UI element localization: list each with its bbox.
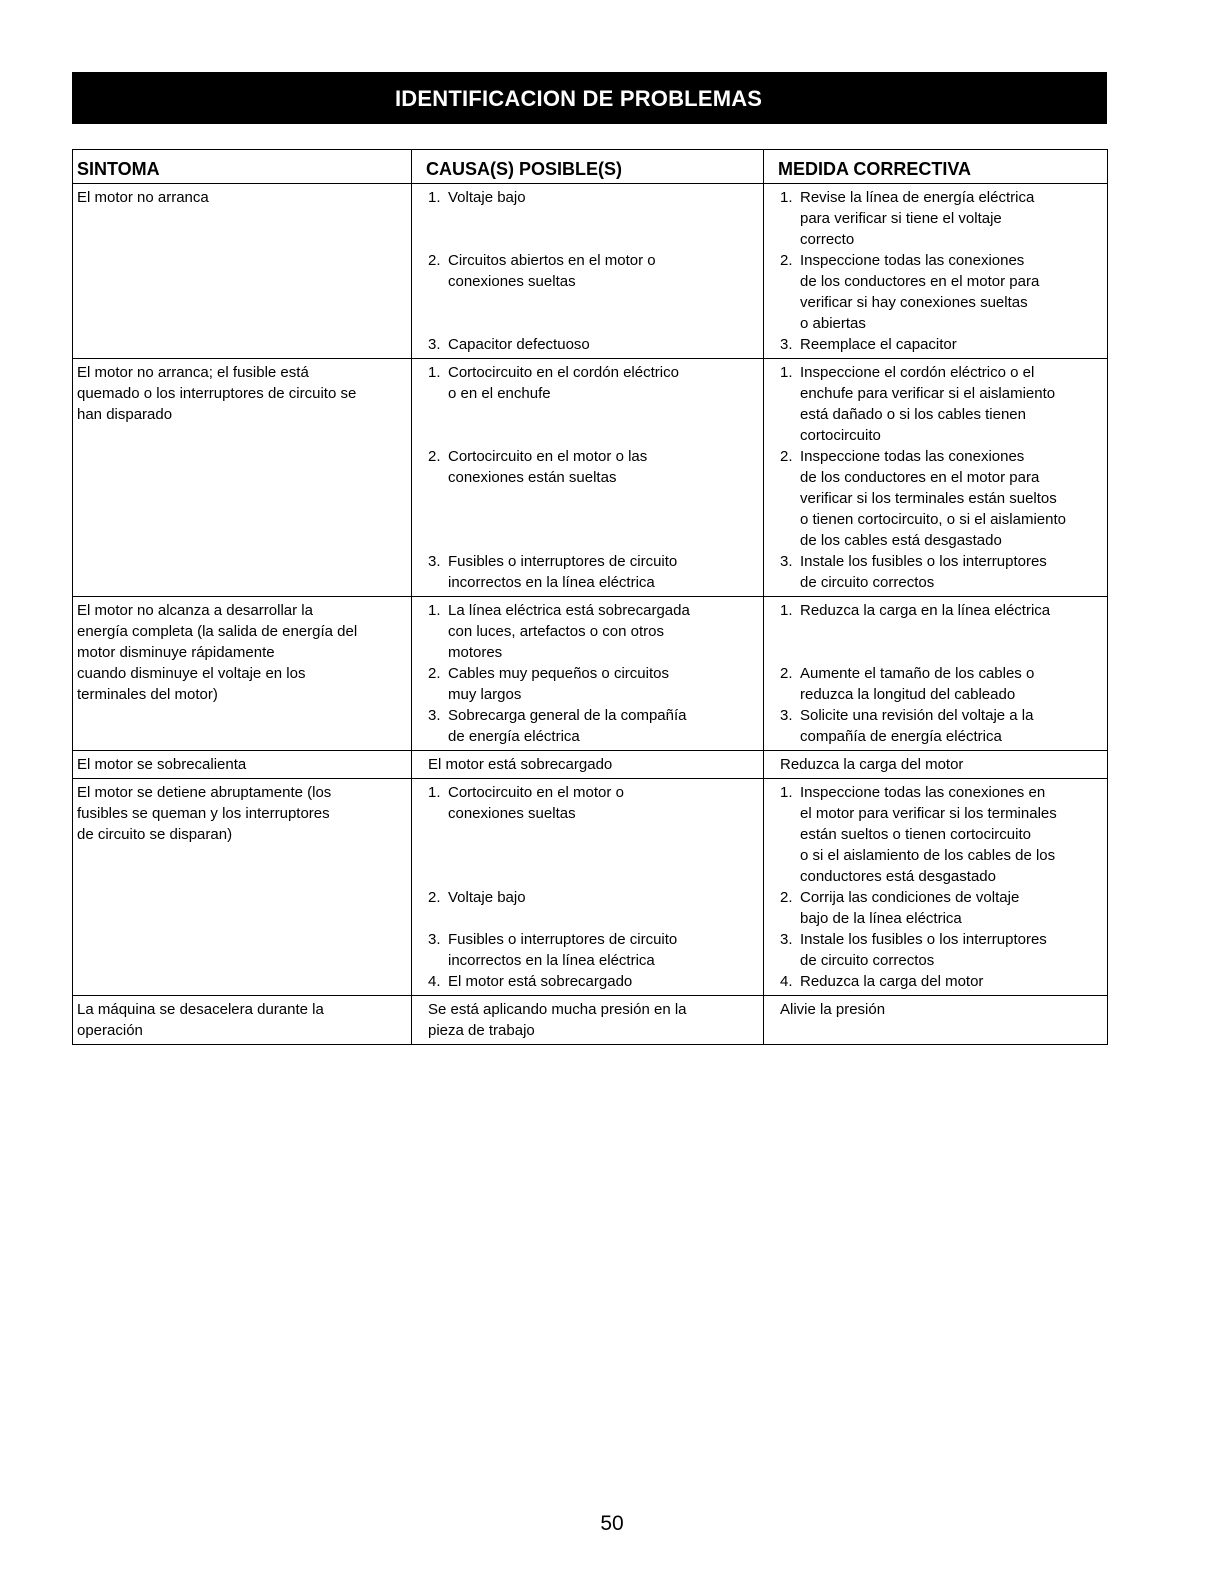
- remedy-item: 3. Reemplace el capacitor: [780, 336, 957, 353]
- remedy-item: 2. Corrija las condiciones de voltaje bajo de la línea eléctrica: [780, 889, 1020, 927]
- cause-item: 2. Circuitos abiertos en el motor o conexiones sueltas: [428, 252, 656, 290]
- cause-item: 3. Capacitor defectuoso: [428, 336, 590, 353]
- table-row: [73, 779, 1108, 996]
- remedy-item: 2. Inspeccione todas las conexiones de los conductores en el motor para verificar si hay conexiones sueltas o abiertas: [780, 252, 1040, 332]
- remedy-line: Reduzca la carga del motor: [780, 756, 964, 773]
- header-remedy: MEDIDA CORRECTIVA: [764, 150, 1108, 184]
- cause-line: Se está aplicando mucha presión en la: [428, 1001, 687, 1018]
- remedy-item: 1. Inspeccione todas las conexiones en el motor para verificar si los terminales están sueltos o tienen cortocircuito o si el aislamiento de los cables de los conductores está desgastado: [780, 784, 1057, 885]
- remedy-item: 2. Aumente el tamaño de los cables o reduzca la longitud del cableado: [780, 665, 1035, 703]
- section-title: IDENTIFICACION DE PROBLEMAS: [395, 86, 763, 111]
- table-row: [73, 359, 1108, 597]
- cause-item: 1. La línea eléctrica está sobrecargada con luces, artefactos o con otros motores: [428, 602, 690, 661]
- table-row: [73, 184, 1108, 359]
- cause-item: 4. El motor está sobrecargado: [428, 973, 633, 990]
- remedy-item: 1. Inspeccione el cordón eléctrico o el enchufe para verificar si el aislamiento está dañado o si los cables tienen cortocircuito: [780, 364, 1056, 444]
- remedy-cell: [764, 184, 1108, 359]
- remedy-item: 1. Revise la línea de energía eléctrica para verificar si tiene el voltaje correcto: [780, 189, 1035, 248]
- cause-cell: [412, 184, 764, 359]
- symptom-cell: [73, 996, 412, 1045]
- symptom-line: El motor no arranca; el fusible está: [77, 364, 309, 381]
- cause-line: pieza de trabajo: [428, 1022, 535, 1039]
- table-row: [73, 996, 1108, 1045]
- symptom-line: El motor se sobrecalienta: [77, 756, 247, 773]
- remedy-item: 3. Instale los fusibles o los interruptores de circuito correctos: [780, 931, 1047, 969]
- symptom-line: cuando disminuye el voltaje en los: [77, 665, 306, 682]
- symptom-line: El motor se detiene abruptamente (los: [77, 784, 332, 801]
- symptom-line: de circuito se disparan): [77, 826, 233, 843]
- symptom-line: han disparado: [77, 406, 173, 423]
- symptom-cell: [73, 597, 412, 751]
- cause-item: 1. Cortocircuito en el motor o conexiones sueltas: [428, 784, 624, 822]
- symptom-line: fusibles se queman y los interruptores: [77, 805, 330, 822]
- remedy-line: Alivie la presión: [780, 1001, 886, 1018]
- cause-cell: [412, 779, 764, 996]
- troubleshooting-table: [72, 149, 1108, 1045]
- section-title-banner: [72, 72, 1107, 124]
- table-row: [73, 751, 1108, 779]
- cause-cell: [412, 359, 764, 597]
- cause-item: 2. Voltaje bajo: [428, 889, 526, 906]
- cause-cell: [412, 751, 764, 779]
- remedy-cell: [764, 996, 1108, 1045]
- symptom-cell: [73, 359, 412, 597]
- cause-cell: [412, 996, 764, 1045]
- cause-line: El motor está sobrecargado: [428, 756, 613, 773]
- header-symptom: SINTOMA: [73, 150, 412, 184]
- symptom-line: quemado o los interruptores de circuito se: [77, 385, 357, 402]
- symptom-line: El motor no arranca: [77, 189, 209, 206]
- cause-item: 2. Cortocircuito en el motor o las conexiones están sueltas: [428, 448, 648, 486]
- symptom-cell: [73, 751, 412, 779]
- remedy-item: 1. Reduzca la carga en la línea eléctrica: [780, 602, 1051, 619]
- symptom-line: El motor no alcanza a desarrollar la: [77, 602, 313, 619]
- remedy-item: 3. Solicite una revisión del voltaje a la compañía de energía eléctrica: [780, 707, 1034, 745]
- symptom-line: La máquina se desacelera durante la: [77, 1001, 324, 1018]
- cause-cell: [412, 597, 764, 751]
- cause-item: 1. Voltaje bajo: [428, 189, 526, 206]
- cause-item: 3. Sobrecarga general de la compañía de energía eléctrica: [428, 707, 687, 745]
- page-number: 50: [600, 1512, 624, 1535]
- remedy-cell: [764, 597, 1108, 751]
- symptom-line: operación: [77, 1022, 143, 1039]
- remedy-cell: [764, 751, 1108, 779]
- remedy-item: 4. Reduzca la carga del motor: [780, 973, 984, 990]
- symptom-cell: [73, 779, 412, 996]
- remedy-item: 2. Inspeccione todas las conexiones de los conductores en el motor para verificar si los terminales están sueltos o tienen cortocircuito, o si el aislamiento de los cables está desgastado: [780, 448, 1066, 549]
- symptom-line: energía completa (la salida de energía del: [77, 623, 358, 640]
- header-row: [73, 150, 1108, 184]
- cause-item: 1. Cortocircuito en el cordón eléctrico o en el enchufe: [428, 364, 679, 402]
- cause-item: 3. Fusibles o interruptores de circuito incorrectos en la línea eléctrica: [428, 553, 678, 591]
- table-row: [73, 597, 1108, 751]
- symptom-line: motor disminuye rápidamente: [77, 644, 275, 661]
- symptom-line: terminales del motor): [77, 686, 218, 703]
- remedy-cell: [764, 779, 1108, 996]
- cause-item: 3. Fusibles o interruptores de circuito incorrectos en la línea eléctrica: [428, 931, 678, 969]
- symptom-cell: [73, 184, 412, 359]
- header-causes: CAUSA(S) POSIBLE(S): [412, 150, 764, 184]
- remedy-cell: [764, 359, 1108, 597]
- cause-item: 2. Cables muy pequeños o circuitos muy largos: [428, 665, 669, 703]
- remedy-item: 3. Instale los fusibles o los interruptores de circuito correctos: [780, 553, 1047, 591]
